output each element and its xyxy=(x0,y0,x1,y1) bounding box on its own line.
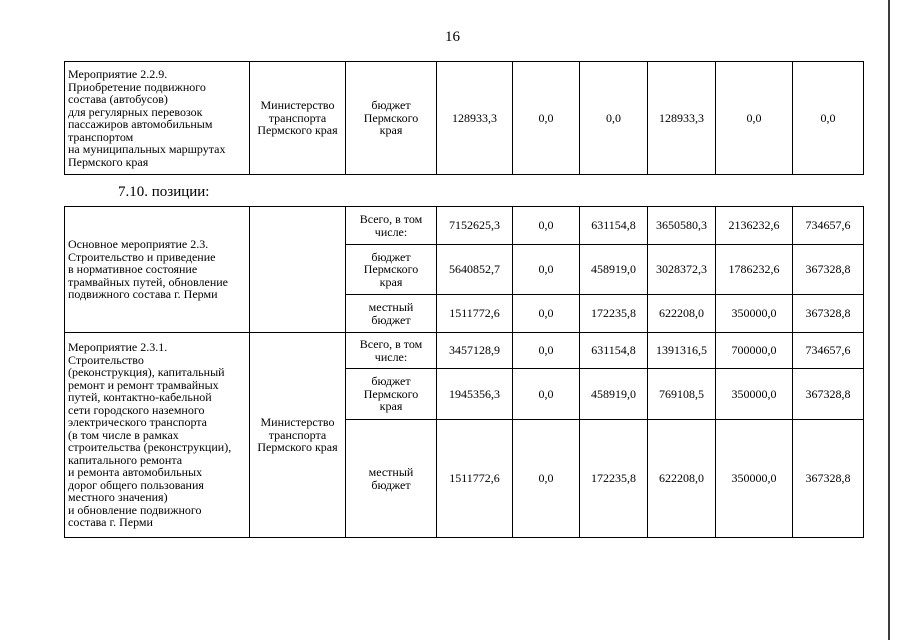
value-cell: 0,0 xyxy=(513,333,580,369)
value-cell: 0,0 xyxy=(513,207,580,245)
table-row xyxy=(65,333,864,369)
executor-cell xyxy=(250,62,346,175)
value-cell: 458919,0 xyxy=(580,369,648,420)
value-cell: 128933,3 xyxy=(648,62,716,175)
value-cell: 0,0 xyxy=(513,295,580,333)
value-cell: 700000,0 xyxy=(716,333,793,369)
text-line: на муниципальных маршрутах xyxy=(68,142,226,156)
value-cell: 350000,0 xyxy=(716,295,793,333)
text-line: местного значения) xyxy=(68,490,168,505)
value-cell: 458919,0 xyxy=(580,245,648,295)
text-line: транспорта xyxy=(268,110,327,125)
value-cell: 0,0 xyxy=(793,62,864,175)
value-cell: 0,0 xyxy=(513,245,580,295)
executor-cell xyxy=(250,333,346,538)
text-line: Пермского xyxy=(363,262,419,277)
text-line: бюджет xyxy=(371,374,411,389)
value-cell: 1511772,6 xyxy=(437,295,513,333)
text-line: Всего, в том xyxy=(359,337,423,351)
text-line: Пермского xyxy=(363,110,419,125)
value-cell: 2136232,6 xyxy=(716,207,793,245)
value-cell: 367328,8 xyxy=(793,420,864,538)
text-line: капитального ремонта xyxy=(68,452,183,467)
text-line: (в том числе в рамках xyxy=(68,427,179,442)
text-line: Министерство xyxy=(260,415,335,430)
text-line: пассажиров автомобильным xyxy=(68,117,213,131)
value-cell: 631154,8 xyxy=(580,333,648,369)
value-cell: 3457128,9 xyxy=(437,333,513,369)
value-cell: 172235,8 xyxy=(580,295,648,333)
value-cell: 5640852,7 xyxy=(437,245,513,295)
value-cell: 1786232,6 xyxy=(716,245,793,295)
text-line: Пермского края xyxy=(68,154,149,169)
page-number: 16 xyxy=(445,29,460,45)
measure-2-3-table xyxy=(64,206,864,538)
text-line: путей, контактно-кабельной xyxy=(68,390,212,405)
value-cell: 769108,5 xyxy=(648,369,716,420)
value-cell: 622208,0 xyxy=(648,295,716,333)
funding-source-cell xyxy=(346,207,437,245)
text-line: ремонт и ремонт трамвайных xyxy=(68,377,219,392)
value-cell: 3650580,3 xyxy=(648,207,716,245)
value-cell: 631154,8 xyxy=(580,207,648,245)
text-line: края xyxy=(379,123,403,138)
text-line: Всего, в том xyxy=(359,212,423,226)
measure-2-2-9-table xyxy=(64,61,864,175)
text-line: Мероприятие 2.2.9. xyxy=(68,67,168,81)
scan-edge-line xyxy=(888,0,890,640)
value-cell: 0,0 xyxy=(580,62,648,175)
text-line: Строительство и приведение xyxy=(68,249,216,264)
value-cell: 367328,8 xyxy=(793,245,864,295)
text-line: (реконструкция), капитальный xyxy=(68,365,225,380)
text-line: бюджет xyxy=(371,98,411,113)
text-line: Пермского xyxy=(363,386,419,401)
value-cell: 1391316,5 xyxy=(648,333,716,369)
funding-source-cell xyxy=(346,420,437,538)
text-line: числе: xyxy=(374,224,408,239)
value-cell: 622208,0 xyxy=(648,420,716,538)
text-line: Строительство xyxy=(68,352,144,367)
funding-source-cell xyxy=(346,369,437,420)
description-cell xyxy=(65,207,250,333)
value-cell: 350000,0 xyxy=(716,420,793,538)
funding-source-cell xyxy=(346,62,437,175)
value-cell: 734657,6 xyxy=(793,333,864,369)
value-cell: 0,0 xyxy=(716,62,793,175)
text-line: транспортом xyxy=(68,129,134,144)
text-line: в нормативное состояние xyxy=(68,262,198,277)
value-cell: 1511772,6 xyxy=(437,420,513,538)
description-cell xyxy=(65,333,250,538)
text-line: электрического транспорта xyxy=(68,415,208,430)
text-line: Пермского края xyxy=(257,440,338,455)
text-line: бюджет xyxy=(371,477,411,492)
text-line: состава (автобусов) xyxy=(68,92,168,106)
text-line: Основное мероприятие 2.3. xyxy=(68,237,209,252)
value-cell: 7152625,3 xyxy=(437,207,513,245)
text-line: Приобретение подвижного xyxy=(68,79,206,94)
text-line: сети городского наземного xyxy=(68,402,205,417)
table-row xyxy=(65,207,864,245)
funding-source-cell xyxy=(346,333,437,369)
description-cell xyxy=(65,62,250,175)
value-cell: 367328,8 xyxy=(793,369,864,420)
text-line: трамвайных путей, обновление xyxy=(68,274,228,289)
funding-source-cell xyxy=(346,245,437,295)
text-line: Пермского края xyxy=(257,123,338,138)
text-line: края xyxy=(379,399,403,414)
value-cell: 734657,6 xyxy=(793,207,864,245)
text-line: дорог общего пользования xyxy=(68,477,204,492)
text-line: и обновление подвижного xyxy=(68,502,202,517)
funding-source-cell xyxy=(346,295,437,333)
text-line: бюджет xyxy=(371,312,411,327)
text-line: строительства (реконструкции), xyxy=(68,440,232,455)
text-line: для регулярных перевозок xyxy=(68,104,203,119)
value-cell: 367328,8 xyxy=(793,295,864,333)
text-line: Мероприятие 2.3.1. xyxy=(68,340,168,355)
text-line: края xyxy=(379,274,403,289)
value-cell: 1945356,3 xyxy=(437,369,513,420)
text-line: транспорта xyxy=(268,427,327,442)
text-line: состава г. Перми xyxy=(68,515,153,530)
text-line: подвижного состава г. Перми xyxy=(68,287,218,302)
value-cell: 350000,0 xyxy=(716,369,793,420)
text-line: местный xyxy=(368,465,414,479)
text-line: местный xyxy=(368,300,414,314)
value-cell: 172235,8 xyxy=(580,420,648,538)
value-cell: 128933,3 xyxy=(437,62,513,175)
value-cell: 0,0 xyxy=(513,369,580,420)
text-line: числе: xyxy=(374,349,408,364)
executor-cell xyxy=(250,207,346,333)
value-cell: 0,0 xyxy=(513,62,580,175)
value-cell: 3028372,3 xyxy=(648,245,716,295)
text-line: Министерство xyxy=(260,98,335,113)
text-line: бюджет xyxy=(371,249,411,264)
section-heading: 7.10. позиции: xyxy=(118,184,210,200)
text-line: и ремонта автомобильных xyxy=(68,465,203,480)
value-cell: 0,0 xyxy=(513,420,580,538)
